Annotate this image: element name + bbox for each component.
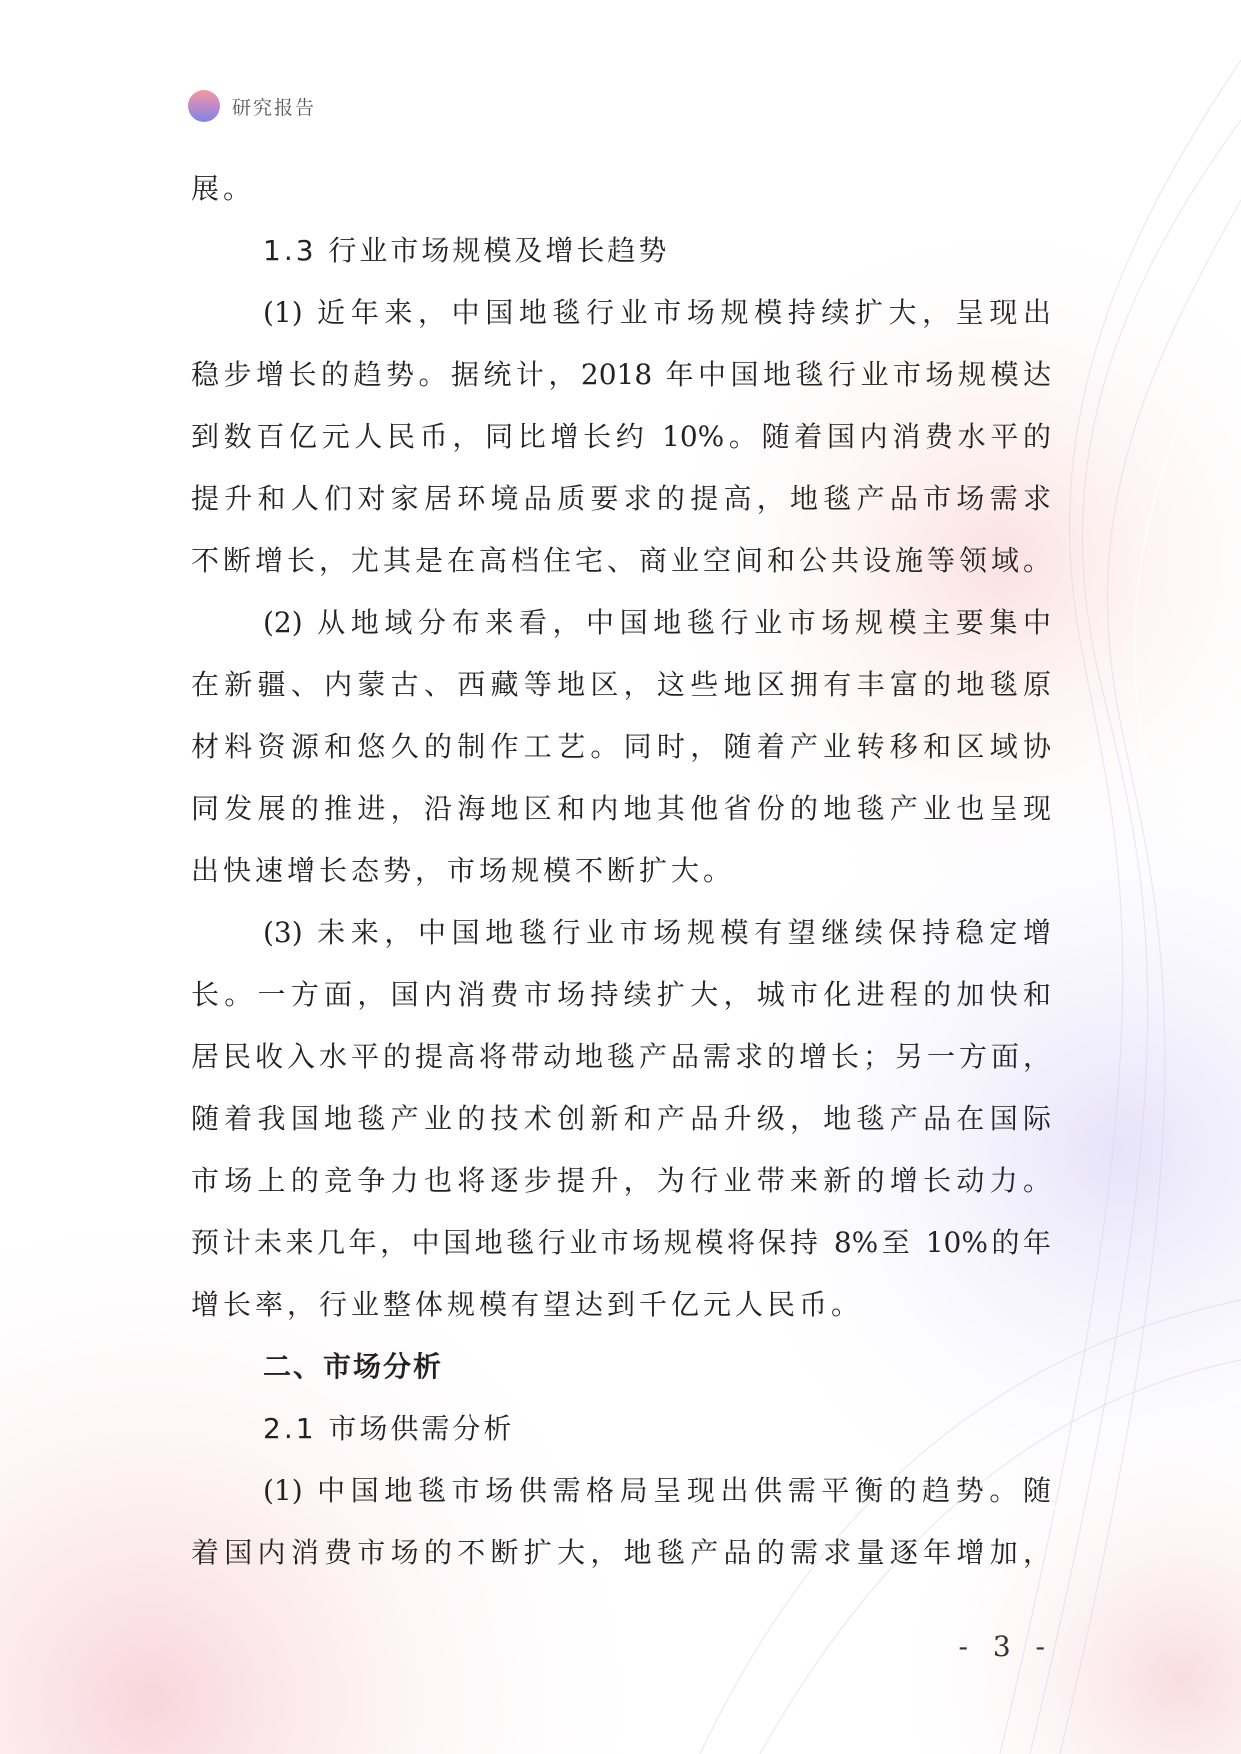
header-title: 研究报告: [232, 96, 317, 119]
paragraph-line: 居民收入水平的提高将带动地毯产品需求的增长；另一方面，: [191, 1040, 1051, 1073]
paragraph-line: 展。: [191, 172, 256, 205]
paragraph-line: 长。一方面，国内消费市场持续扩大，城市化进程的加快和: [191, 978, 1051, 1011]
paragraph-line: 市场上的竞争力也将逐步提升，为行业带来新的增长动力。: [191, 1164, 1051, 1197]
page-header: [188, 88, 316, 124]
paragraph-line: 随着我国地毯产业的技术创新和产品升级，地毯产品在国际: [191, 1102, 1051, 1135]
paragraph-line: 同发展的推进，沿海地区和内地其他省份的地毯产业也呈现: [191, 792, 1051, 825]
paragraph-line: 稳步增长的趋势。据统计，2018 年中国地毯行业市场规模达: [191, 358, 1051, 391]
paragraph-line: (1) 中国地毯市场供需格局呈现出供需平衡的趋势。随: [263, 1474, 1051, 1507]
paragraph-line: (3) 未来，中国地毯行业市场规模有望继续保持稳定增: [263, 916, 1051, 949]
chapter-heading: 二、市场分析: [263, 1350, 444, 1383]
section-heading: 2.1 市场供需分析: [263, 1412, 515, 1445]
document-body: [191, 158, 1051, 1584]
paragraph-line: (2) 从地域分布来看，中国地毯行业市场规模主要集中: [263, 606, 1051, 639]
paragraph-line: 到数百亿元人民币，同比增长约 10%。随着国内消费水平的: [191, 420, 1051, 453]
paragraph-line: 出快速增长态势，市场规模不断扩大。: [191, 854, 736, 887]
page-footer: [0, 1630, 1241, 1663]
page-number: - 3 -: [958, 1630, 1053, 1663]
paragraph-line: 着国内消费市场的不断扩大，地毯产品的需求量逐年增加，: [191, 1536, 1051, 1569]
paragraph-line: (1) 近年来，中国地毯行业市场规模持续扩大，呈现出: [263, 296, 1051, 329]
section-heading: 1.3 行业市场规模及增长趋势: [263, 234, 670, 267]
paragraph-line: 不断增长，尤其是在高档住宅、商业空间和公共设施等领域。: [191, 544, 1051, 577]
paragraph-line: 预计未来几年，中国地毯行业市场规模将保持 8%至 10%的年: [191, 1226, 1051, 1259]
paragraph-line: 在新疆、内蒙古、西藏等地区，这些地区拥有丰富的地毯原: [191, 668, 1051, 701]
paragraph-line: 增长率，行业整体规模有望达到千亿元人民币。: [191, 1288, 864, 1321]
report-logo-icon: [188, 90, 220, 122]
paragraph-line: 材料资源和悠久的制作工艺。同时，随着产业转移和区域协: [191, 730, 1051, 763]
paragraph-line: 提升和人们对家居环境品质要求的提高，地毯产品市场需求: [191, 482, 1051, 515]
